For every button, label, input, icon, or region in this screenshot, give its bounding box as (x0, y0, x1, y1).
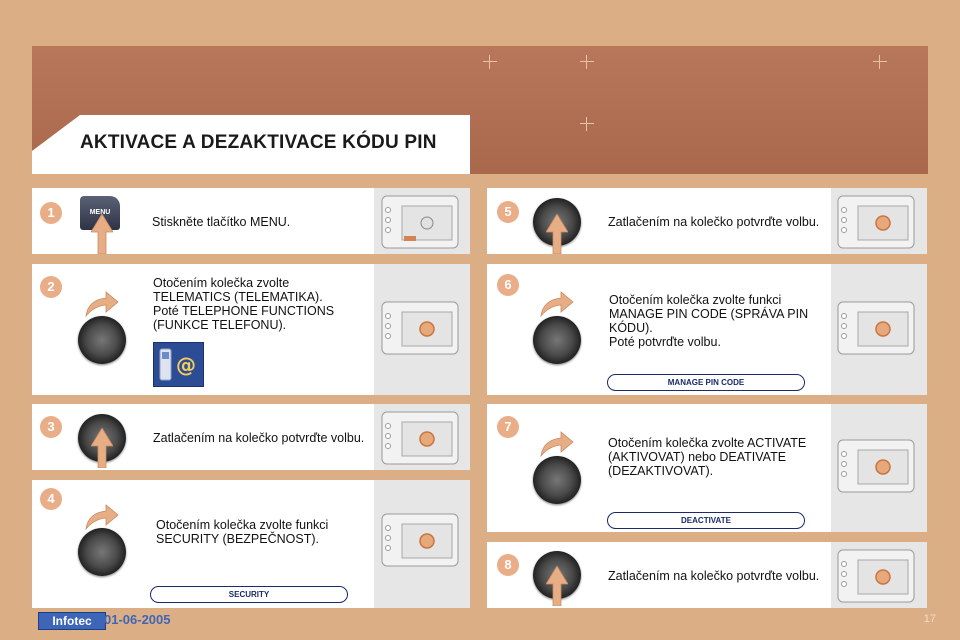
knob-icon (533, 316, 581, 364)
push-arrow-icon (91, 428, 113, 468)
radio-unit-icon (836, 192, 916, 252)
rotate-arrow-icon (539, 430, 575, 458)
decor-cross (483, 55, 497, 69)
menu-button-icon: MENU (80, 196, 120, 230)
step-7-text: Otočením kolečka zvolte ACTIVATE (AKTIVOVAT) nebo DEATIVATE (DEZAKTIVOVAT). (608, 436, 807, 478)
security-pill: SECURITY (150, 586, 348, 603)
footer-date: 01-06-2005 (104, 612, 171, 627)
step-2-text: Otočením kolečka zvolte TELEMATICS (TELEMATIKA). Poté TELEPHONE FUNCTIONS (FUNKCE TELEFONU). (153, 276, 335, 332)
deactivate-pill: DEACTIVATE (607, 512, 805, 529)
step-5-text: Zatlačením na kolečko potvrďte volbu. (608, 215, 820, 229)
step-number-badge: 1 (40, 202, 62, 224)
radio-unit-icon (836, 546, 916, 606)
step-number-badge: 3 (40, 416, 62, 438)
decor-cross (580, 117, 594, 131)
radio-unit-icon (836, 298, 916, 358)
radio-unit-icon (380, 408, 460, 468)
step-3-text: Zatlačením na kolečko potvrďte volbu. (153, 431, 365, 445)
step-1-text: Stiskněte tlačítko MENU. (152, 215, 291, 229)
step-4-text: Otočením kolečka zvolte funkci SECURITY (BEZPEČNOST). (156, 518, 329, 546)
step-number-badge: 5 (497, 201, 519, 223)
step-number-badge: 8 (497, 554, 519, 576)
rotate-arrow-icon (539, 290, 575, 318)
radio-unit-icon (380, 510, 460, 570)
knob-icon (78, 316, 126, 364)
step-number-badge: 6 (497, 274, 519, 296)
step-8-text: Zatlačením na kolečko potvrďte volbu. (608, 569, 820, 583)
step-number-badge: 7 (497, 416, 519, 438)
knob-icon (533, 456, 581, 504)
rotate-arrow-icon (84, 290, 120, 318)
step-number-badge: 4 (40, 488, 62, 510)
decor-cross (580, 55, 594, 69)
svg-text:@: @ (176, 353, 196, 377)
push-arrow-icon (546, 566, 568, 606)
page-title: AKTIVACE A DEZAKTIVACE KÓDU PIN (80, 132, 437, 153)
radio-unit-icon (380, 298, 460, 358)
step-number-badge: 2 (40, 276, 62, 298)
radio-unit-icon (380, 192, 460, 252)
push-arrow-icon (546, 214, 568, 254)
decor-cross (873, 55, 887, 69)
push-arrow-icon (91, 214, 113, 254)
manage-pin-code-pill: MANAGE PIN CODE (607, 374, 805, 391)
knob-icon (78, 528, 126, 576)
page-number: 17 (923, 613, 936, 625)
step-6-text: Otočením kolečka zvolte funkci MANAGE PIN CODE (SPRÁVA PIN KÓDU). Poté potvrďte volbu. (609, 293, 809, 349)
infotec-logo: Infotec (38, 612, 106, 630)
phone-at-icon (153, 342, 204, 387)
rotate-arrow-icon (84, 503, 120, 531)
radio-unit-icon (836, 436, 916, 496)
